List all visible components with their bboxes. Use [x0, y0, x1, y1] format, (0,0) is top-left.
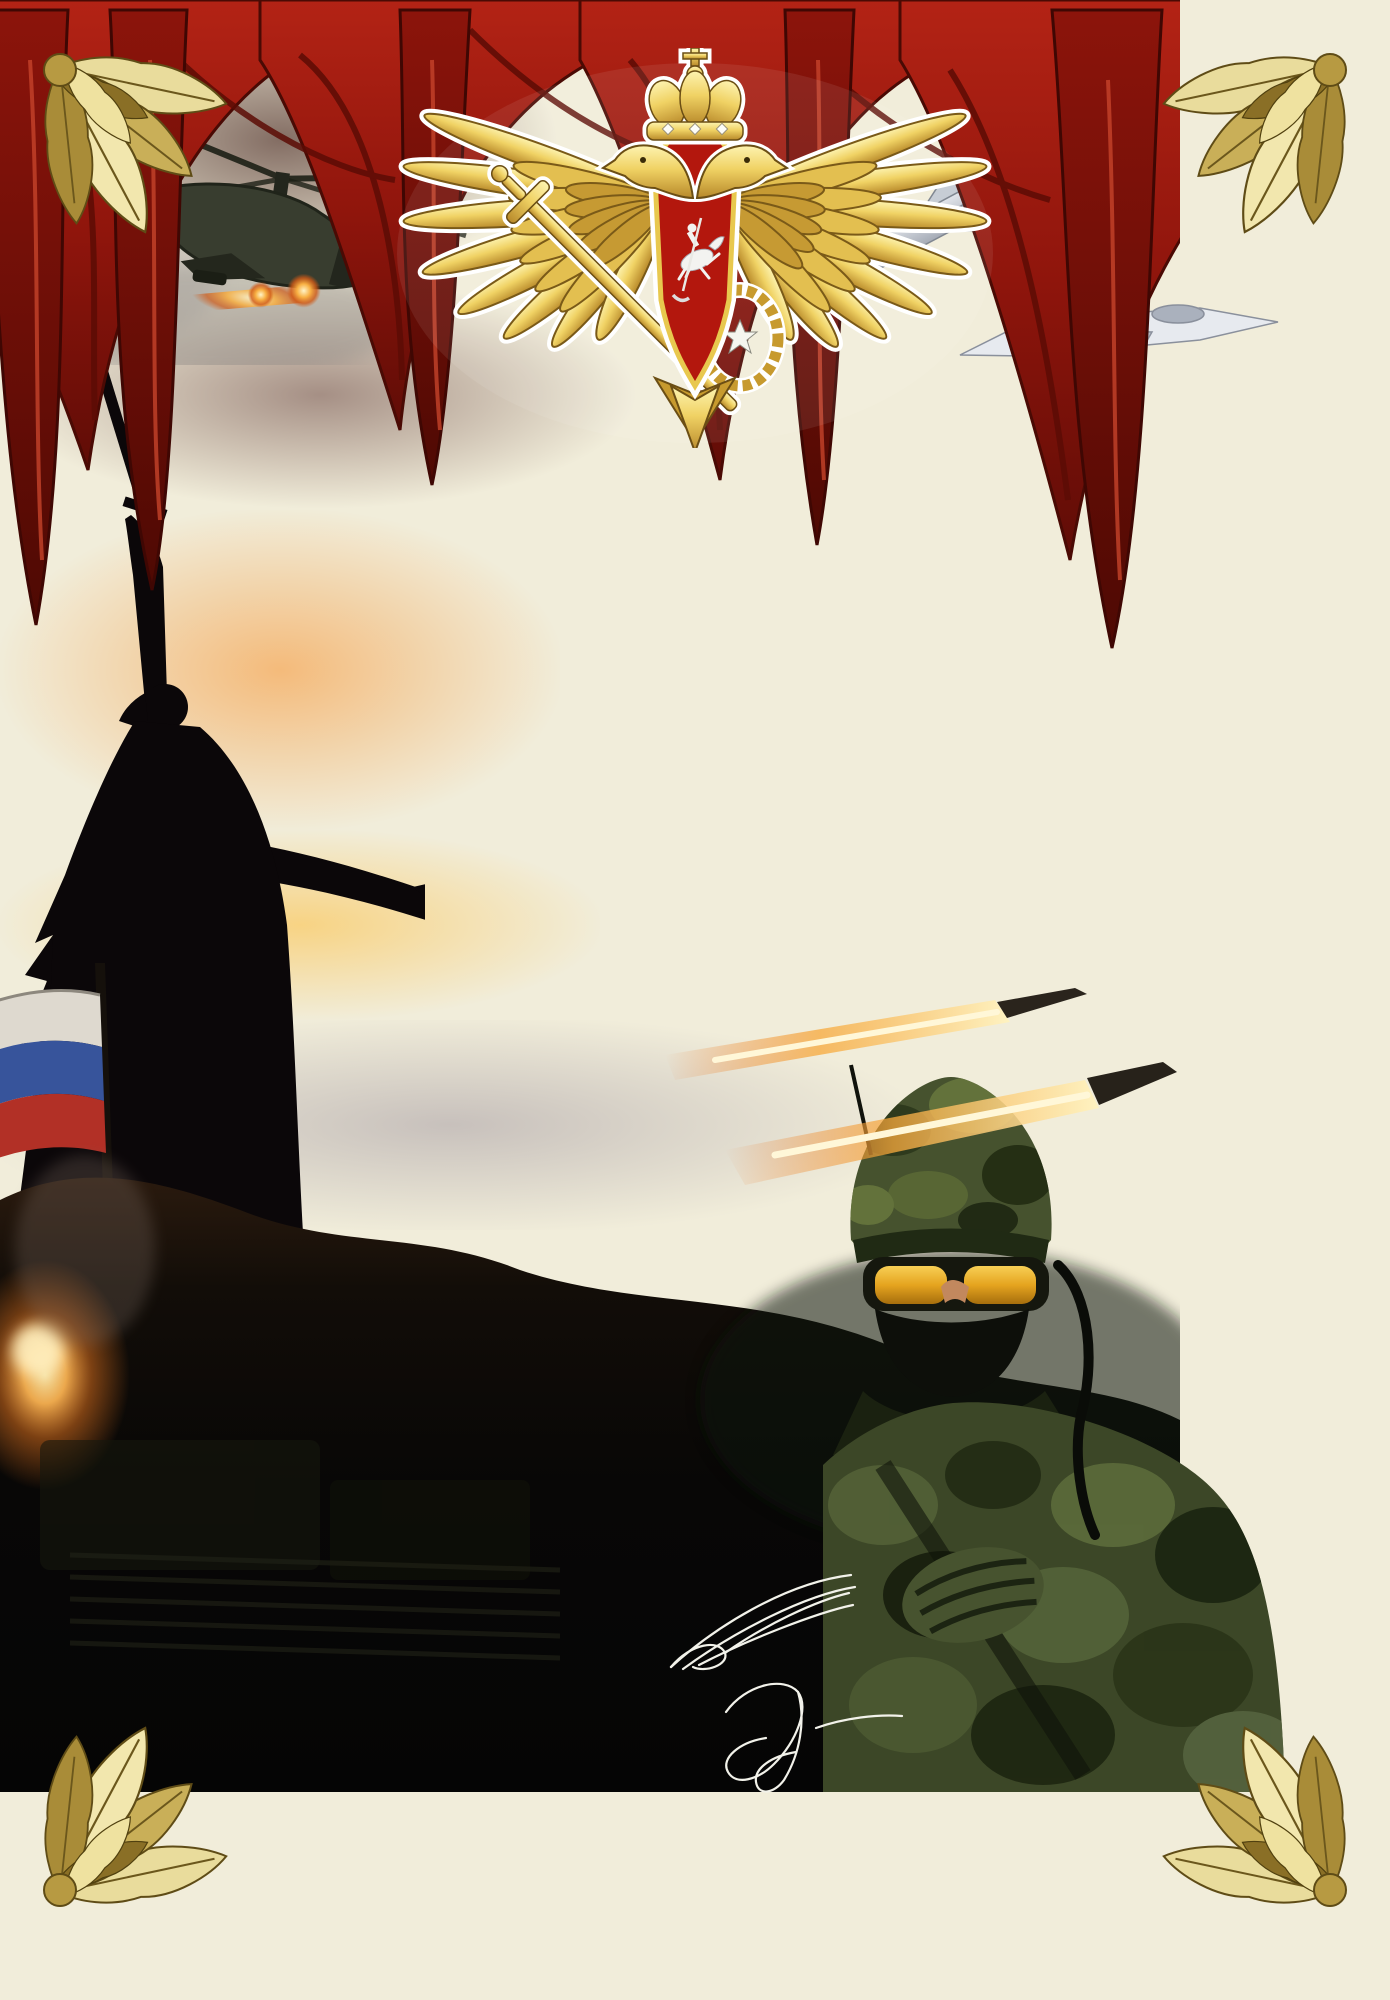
corner-ornament-top-left: [30, 40, 270, 280]
corner-ornament-top-right: [1120, 40, 1360, 280]
corner-ornament-bottom-left: [30, 1680, 270, 1920]
signature-1: [665, 1565, 865, 1675]
signature-2: [688, 1668, 918, 1798]
corner-ornament-bottom-right: [1120, 1680, 1360, 1920]
mod-eagle-emblem: [395, 48, 995, 448]
